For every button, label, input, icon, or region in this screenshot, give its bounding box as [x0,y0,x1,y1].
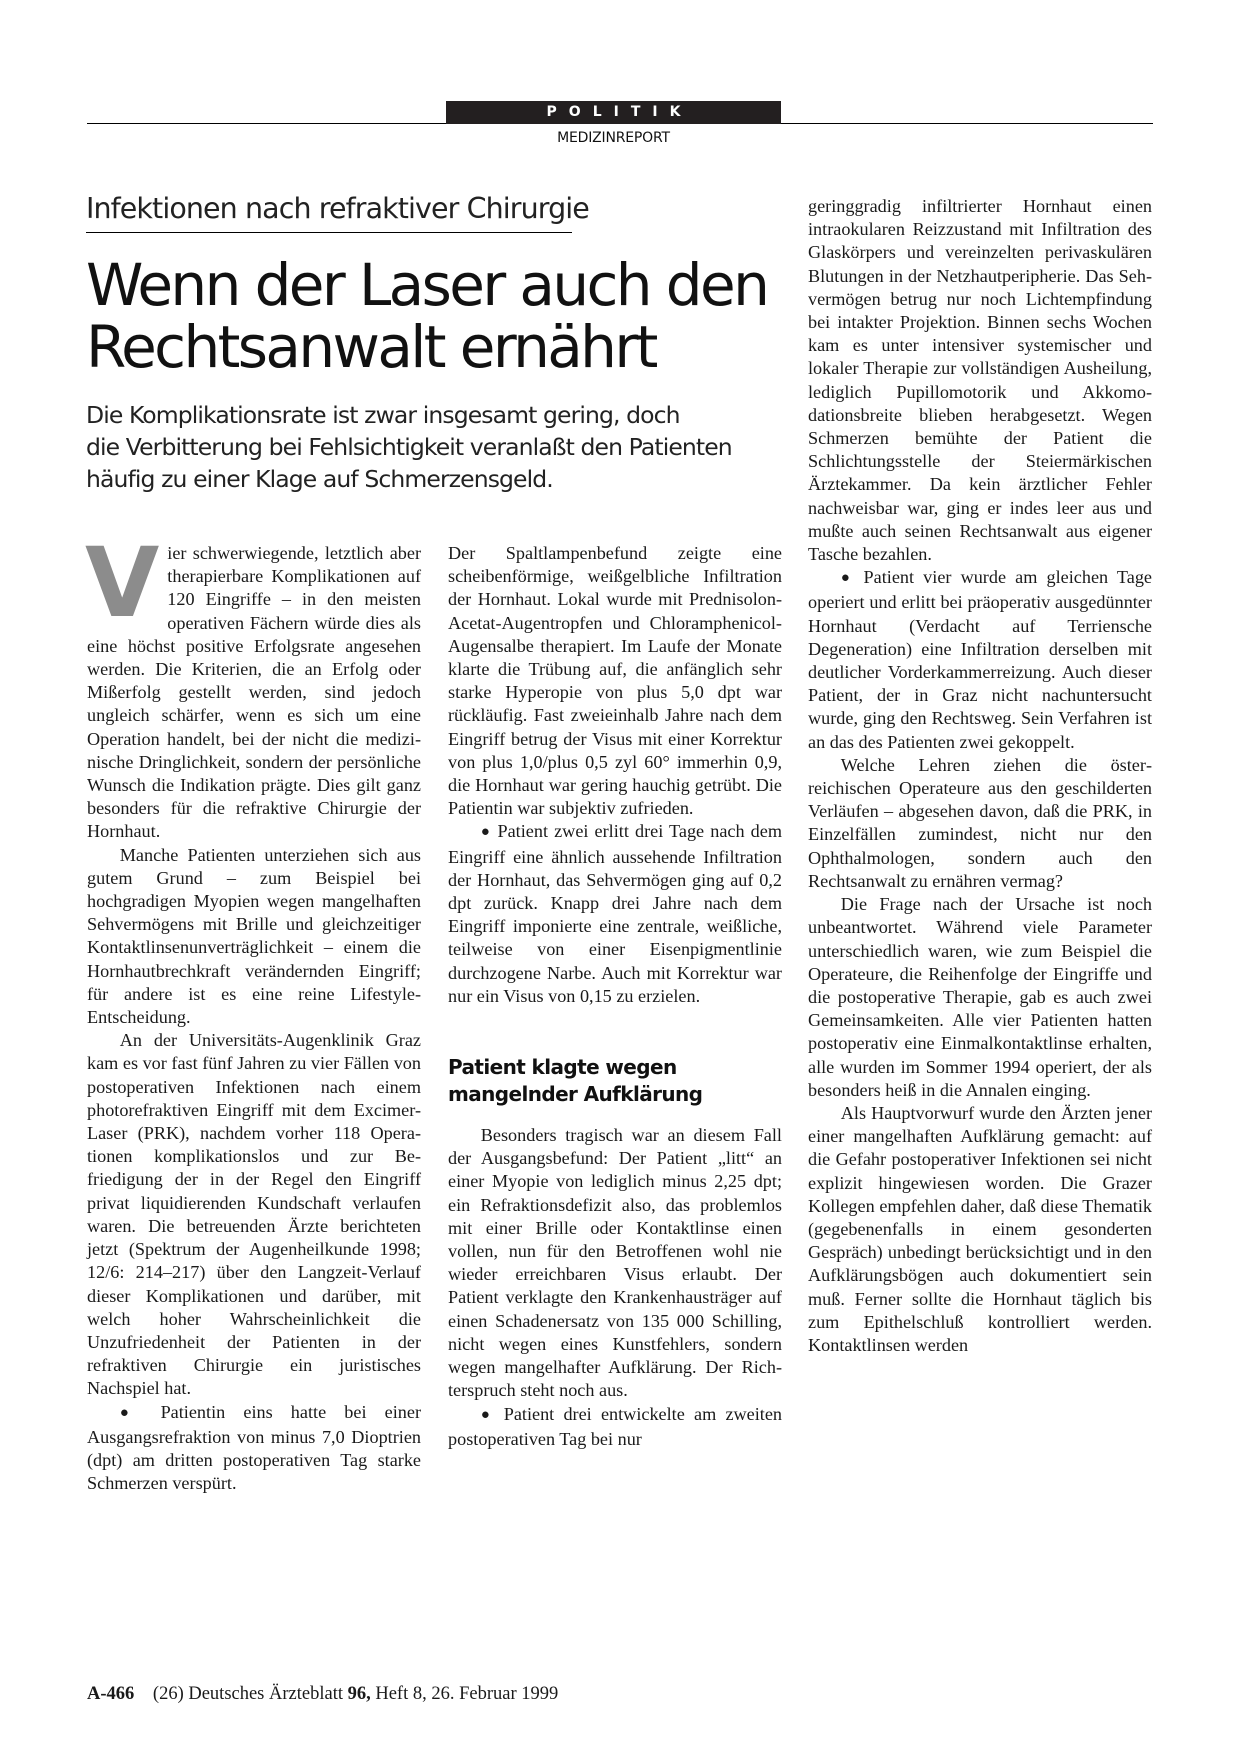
paragraph: An der Universitäts-Augenklinik Graz kam es vor fast fünf Jahren zu vier Fällen von postoperativen Infektionen nach einem photorefraktiven Eingriff mit dem Excimer-Laser (PRK), nachdem vorher 118 Operationen komplikationslos und zur Befriedigung der in der Regel den Eingriff privat liquidierenden Kundschaft verlaufen waren. Die betreuenden Ärzte berichteten jetzt (Spektrum der Augenheilkunde 1998; 12/6: 214–217) über den Langzeit-Verlauf dieser Komplikationen und darüber, mit welch hoher Wahrscheinlichkeit die Unzufriedenheit der Patienten in der refraktiven Chirurgie ein juristisches Nachspiel hat. [87,1030,421,1399]
body-column-2 [448,542,782,1451]
paragraph [87,1401,421,1496]
footer-publication: (26) Deutsches Ärzteblatt [152,1684,343,1704]
paragraph: Der Spaltlampenbefund zeigte eine scheibenförmige, weißgelbliche Infiltration der Hornhaut. Lokal wurde mit Prednisolon-Acetat-Augentropfen und Chloramphenicol-Augensalbe therapiert. Im Laufe der Monate klarte die Trübung auf, die anfänglich sehr starke Hyperopie von plus 5,0 dpt war rückläufig. Fast zweieinhalb Jahre nach dem Eingriff betrug der Visus mit einer Korrektur von plus 1,0/plus 0,5 zyl 60° immerhin 0,9, die Hornhaut war gering hauchig getrübt. Die Patientin war subjektiv zufrieden. [448,543,782,819]
bullet-icon [481,821,492,841]
kicker-underline [86,232,572,233]
section-subhead [448,1054,782,1108]
footer-volume: 96, [347,1684,371,1704]
body-column-3 [808,195,1152,1357]
lead-line-1: Die Komplikationsrate ist zwar insgesamt gering, doch [86,401,680,429]
paragraph: Manche Patienten unterziehen sich aus gutem Grund – zum Beispiel bei hochgradigen Myopien wegen mangelhaften Sehvermögens mit Brille und gleichzeitiger Kontaktlinsenunverträglichkeit – einem die Hornhautbrechkraft verändernden Eingriff; für andere ist es eine reine Lifestyle-Entscheidung. [87,844,421,1028]
headline-line-1: Wenn der Laser auch den [86,251,768,319]
paragraph: Als Hauptvorwurf wurde den Ärzten jener einer mangelhaften Aufklärung gemacht: auf die Gefahr postoperativer Infektionen sei nicht explizit hingewiesen worden. Die Grazer Kollegen empfehlen daher, daß diese Thematik (gegebenenfalls in einem gesonderten Gespräch) unbedingt berücksichtigt und in den Aufklärungsbögen auch dokumentiert sein muß. Ferner sollte die Hornhaut täglich bis zum Epithelschluß kontrolliert werden. Kontaktlinsen werden [808,1102,1152,1355]
paragraph-text: ier schwerwiegende, letztlich aber therapierbare Komplikationen auf 120 Eingriffe – in den meisten operativen Fächern würde dies als eine höchst positive Erfolgsrate angesehen werden. Die Kriterien, die an Erfolg oder Mißerfolg gestellt werden, sind jedoch ungleich schärfer, wenn es sich um eine Operation handelt, bei der nicht die medizinische Dringlichkeit, sondern der persönliche Wunsch die Indikation prägte. Dies gilt ganz besonders für die refraktive Chirurgie der Hornhaut. [87,543,421,842]
article-kicker: Infektionen nach refraktiver Chirurgie [86,192,589,225]
subsection-label: MEDIZINREPORT [557,130,670,146]
headline-line-2: Rechtsanwalt ernährt [86,313,656,381]
paragraph: Die Frage nach der Ursache ist noch unbeantwortet. Während viele Parameter unterschiedlich waren, wie zum Beispiel die Operateure, die Reihenfolge der Eingriffe und die postoperative Therapie, gab es auch zwei Gemeinsamkeiten. Alle vier Patienten hatten postoperativ eine Einmalkontaktlinse erhalten, alle wurden im Sommer 1994 operiert, der als besonders heiß in die Annalen einging. [808,894,1152,1100]
page-number: A-466 [87,1684,135,1704]
article-headline [86,251,786,381]
paragraph [448,820,782,1008]
bullet-icon [481,1404,495,1424]
paragraph-text: Patientin eins hatte bei einer Ausgangsrefraktion von minus 7,0 Dioptrien (dpt) am dritten postoperativen Tag starke Schmerzen verspürt. [87,1401,422,1494]
bullet-icon [120,1402,143,1422]
lead-line-3: häufig zu einer Klage auf Schmerzensgeld. [86,465,553,493]
paragraph: geringgradig infiltrierter Hornhaut einen intraokularen Reizzustand mit Infiltration des Glaskörpers und vereinzelten perivaskulären Blutungen in der Netzhautperipherie. Das Sehvermögen betrug nur noch Lichtempfindung bei intakter Projektion. Binnen sechs Wochen kam es unter intensiver systemischer und lokaler Therapie zur vollständigen Ausheilung, lediglich Pupillomotorik und Akkomodationsbreite blieben herabgesetzt. Wegen Schmerzen bemühte der Patient die Schlichtungsstelle der Steiermärkischen Ärztekammer. Da kein ärztlicher Fehler nachweisbar war, ging er indes leer aus und mußte auch seinen Rechtsanwalt aus eigener Tasche bezahlen. [808,196,1152,565]
lead-line-2: die Verbitterung bei Fehlsichtigkeit veranlaßt den Patienten [86,433,732,461]
paragraph [448,1403,782,1451]
paragraph: Welche Lehren ziehen die österreichischen Operateure aus den geschilderten Verläufen – abgesehen davon, daß die PRK, in Einzelfällen zumindest, nicht nur den Ophthalmologen, sondern auch den Rechtsanwalt zu ernähren vermag? [808,754,1152,891]
footer-issue: Heft 8, 26. Februar 1999 [375,1684,559,1704]
paragraph: Besonders tragisch war an diesem Fall der Ausgangsbefund: Der Patient „litt“ an einer Myopie von lediglich minus 2,25 dpt; ein Refraktionsdefizit also, das problemlos mit einer Brille oder Kontaktlinse einen vollen, nun für den Betroffenen wohl nie wieder erreichbaren Visus erlaubt. Der Patient verklagte den Krankenhausträger auf einen Schadenersatz von 135 000 Schilling, nicht wegen eines Kunstfehlers, sondern wegen mangelhafter Aufklärung. Der Richterspruch steht noch aus. [448,1125,782,1401]
paragraph [85,527,421,844]
body-column-1 [85,527,422,1495]
subhead-line-1: Patient klagte wegen [448,1055,677,1080]
section-label: POLITIK [446,101,781,124]
drop-cap: V [85,527,158,639]
page-footer [87,1683,558,1705]
paragraph-text: Patient vier wurde am gleichen Tage operiert und erlitt bei präoperativ ausgedünnter Hornhaut (Verdacht auf Terriensche Degeneration) eine Infiltration derselben mit deutlicher Vorderkammerreizung. Auch dieser Patient, der in Graz nicht nachuntersucht wurde, ging den Rechtsweg. Sein Verfahren ist an das des Patienten zwei gekoppelt. [808,567,1152,752]
paragraph-text: Patient zwei erlitt drei Tage nach dem Eingriff eine ähnlich aussehende Infiltration der Hornhaut, das Sehvermögen ging auf 0,2 dpt zurück. Knapp drei Jahre nach dem Eingriff imponierte eine zentrale, weißliche, teilweise von einer Eisenpigmentlinie durchzogene Narbe. Auch mit Korrektur war nur ein Visus von 0,15 zu erzielen. [448,821,782,1006]
subhead-line-2: mangelnder Aufklärung [448,1082,703,1107]
article-lead [86,399,786,495]
bullet-icon [841,567,855,587]
paragraph [808,566,1152,754]
paragraph-text: Patient drei entwickelte am zweiten postoperativen Tag bei nur [448,1403,783,1449]
